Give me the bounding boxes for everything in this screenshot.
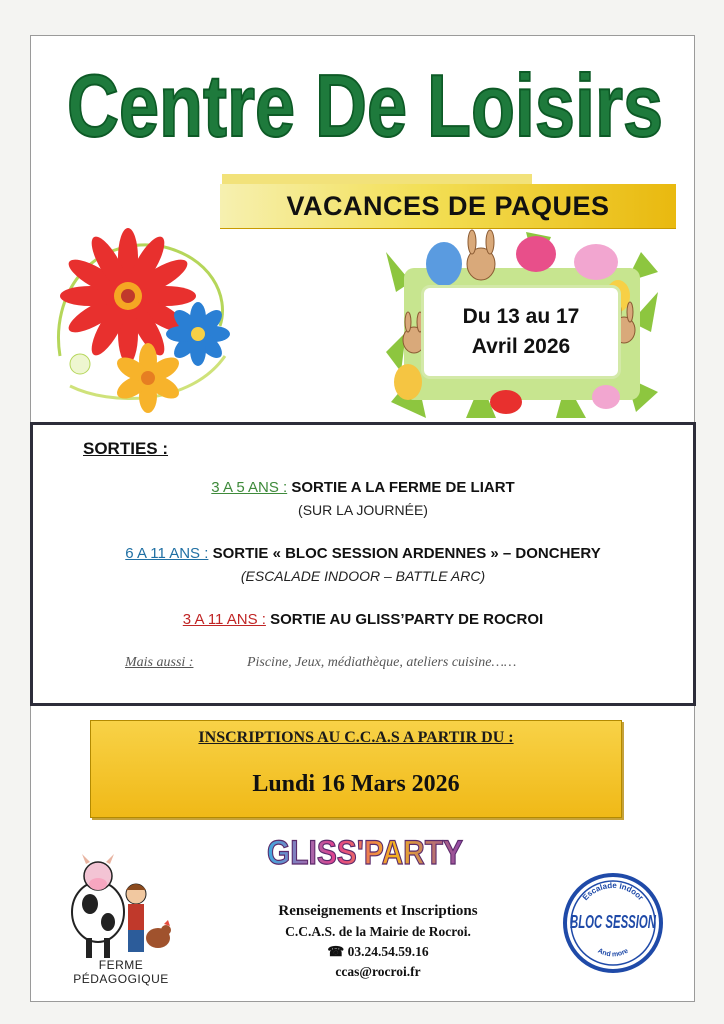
contact-phone: 03.24.54.59.16 xyxy=(347,944,429,959)
phone-icon: ☎ xyxy=(327,944,345,959)
also-line xyxy=(125,655,516,671)
svg-text:And more: And more xyxy=(596,947,630,959)
inscriptions-date: Lundi 16 Mars 2026 xyxy=(252,771,460,797)
glissparty-logo xyxy=(262,826,468,876)
sortie-text-2: SORTIE « BLOC SESSION ARDENNES » – DONCHERY xyxy=(212,545,601,562)
sortie-item-2 xyxy=(33,545,693,562)
contact-line2: C.C.A.S. de la Mairie de Rocroi. xyxy=(285,924,471,939)
contact-line1: Renseignements et Inscriptions xyxy=(278,903,478,919)
sortie-text-3: SORTIE AU GLISS’PARTY DE ROCROI xyxy=(270,611,544,628)
dates-line2: Avril 2026 xyxy=(471,335,571,358)
sortie-age-2: 6 A 11 ANS : xyxy=(125,545,209,562)
dates-line1: Du 13 au 17 xyxy=(462,305,580,328)
svg-text:Escalade Indoor: Escalade Indoor xyxy=(580,880,646,903)
sortie-age-3: 3 A 11 ANS : xyxy=(182,611,266,628)
sortie-item-3 xyxy=(33,611,693,628)
sorties-heading: SORTIES : xyxy=(83,439,169,458)
sortie-item-1 xyxy=(33,479,693,496)
sortie-text-1: SORTIE A LA FERME DE LIART xyxy=(291,479,515,496)
sortie-sub-2: (ESCALADE INDOOR – BATTLE ARC) xyxy=(240,568,486,584)
contact-phone-row xyxy=(240,942,516,962)
svg-text:GLISS'PARTY: GLISS'PARTY xyxy=(267,834,464,872)
sortie-age-1: 3 A 5 ANS : xyxy=(211,479,288,496)
page-title xyxy=(60,28,670,158)
contact-block xyxy=(240,900,516,982)
inscriptions-title: INSCRIPTIONS AU C.C.A.S A PARTIR DU : xyxy=(198,729,514,746)
banner-accent xyxy=(222,174,532,184)
inscriptions-box xyxy=(90,720,622,818)
sorties-box xyxy=(30,422,696,706)
flower-decoration xyxy=(50,236,235,416)
also-label: Mais aussi : xyxy=(125,655,194,670)
contact-email: ccas@rocroi.fr xyxy=(335,964,421,979)
svg-text:BLOC SESSION: BLOC SESSION xyxy=(570,912,657,932)
svg-text:Centre De Loisirs: Centre De Loisirs xyxy=(67,56,663,155)
vacances-banner xyxy=(220,184,676,229)
bloc-session-logo xyxy=(562,872,664,974)
sortie-sub-1: (SUR LA JOURNÉE) xyxy=(298,502,428,518)
ferme-label: FERME PÉDAGOGIQUE xyxy=(73,958,169,986)
also-text: Piscine, Jeux, médiathèque, ateliers cuisine…… xyxy=(246,655,517,670)
banner-text: VACANCES DE PAQUES xyxy=(286,190,610,221)
dates-box xyxy=(424,288,618,376)
